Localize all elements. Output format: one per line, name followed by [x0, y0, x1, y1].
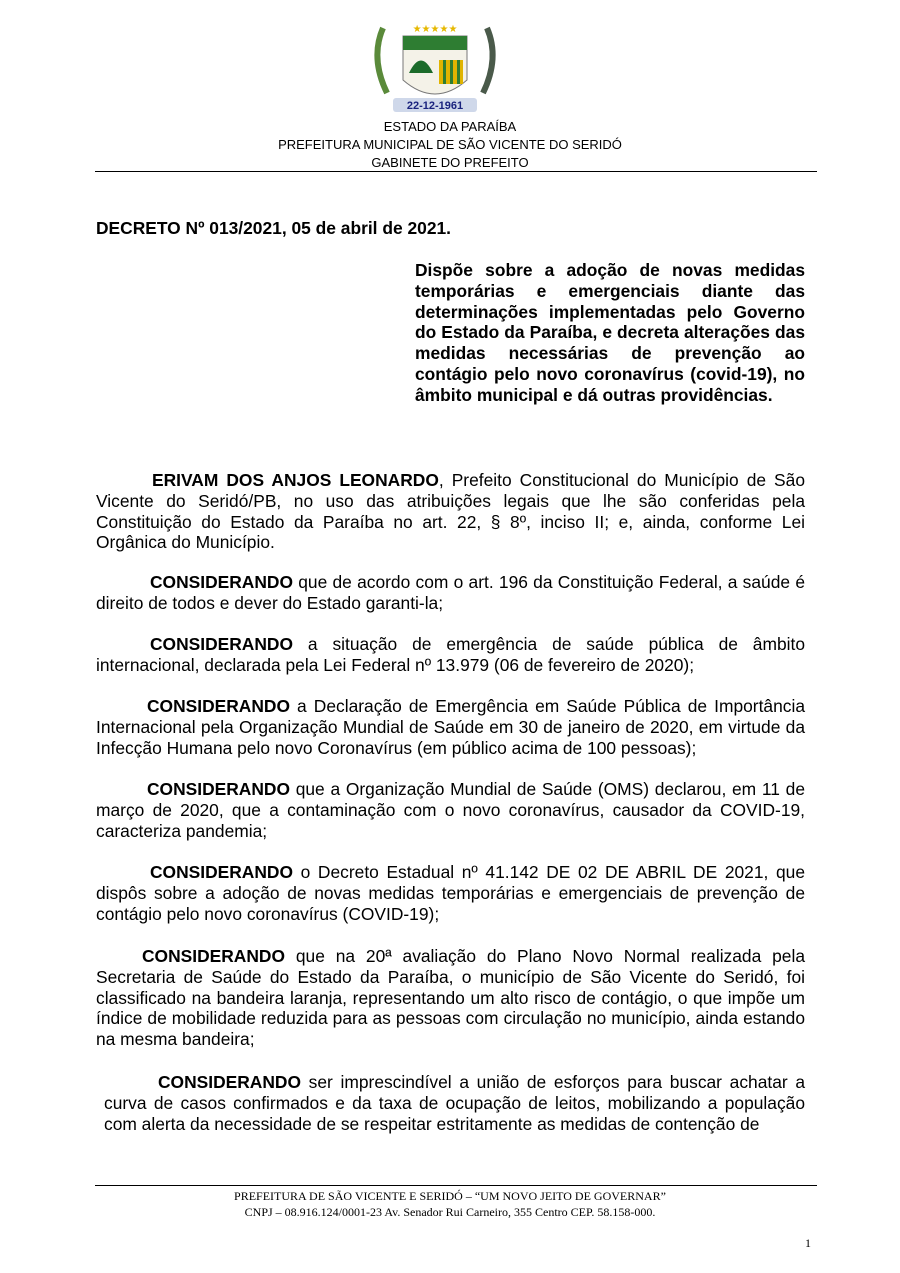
considerando-paragraph: CONSIDERANDO o Decreto Estadual nº 41.142 DE 02 DE ABRIL DE 2021, que dispôs sobre a adoção de novas medidas temporárias e emergenciais de prevenção de contágio pelo novo coronavírus (COVID-19);	[96, 862, 805, 924]
considerando-paragraph: CONSIDERANDO ser imprescindível a união de esforços para buscar achatar a curva de casos confirmados e da taxa de ocupação de leitos, mobilizando a população com alerta da necessidade de se respeitar estritamente as medidas de contenção de	[104, 1072, 805, 1134]
considerando-paragraph: CONSIDERANDO que a Organização Mundial de Saúde (OMS) declarou, em 11 de março de 2020, que a contaminação com o novo coronavírus, causador da COVID-19, caracteriza pandemia;	[96, 779, 805, 841]
page-number: 1	[805, 1236, 811, 1250]
header-office: GABINETE DO PREFEITO	[371, 155, 529, 170]
considerando-paragraph: CONSIDERANDO a Declaração de Emergência em Saúde Pública de Importância Internacional pela Organização Mundial de Saúde em 30 de janeiro de 2020, em virtude da Infecção Humana pelo novo Coronavírus (em público acima de 100 pessoas);	[96, 696, 805, 758]
footer-divider	[95, 1185, 817, 1186]
footer-address: CNPJ – 08.916.124/0001-23 Av. Senador Rui Carneiro, 355 Centro CEP. 58.158-000.	[244, 1205, 656, 1219]
decree-summary: Dispõe sobre a adoção de novas medidas temporárias e emergenciais diante das determinações implementadas pelo Governo do Estado da Paraíba, e decreta alterações das medidas necessárias de prevenção ao contágio pelo novo coronavírus (covid-19), no âmbito municipal e dá outras providências.	[415, 260, 805, 405]
header-divider	[95, 171, 817, 172]
considerando-paragraph: CONSIDERANDO que de acordo com o art. 196 da Constituição Federal, a saúde é direito de todos e dever do Estado garanti-la;	[96, 572, 805, 613]
considerando-paragraph: CONSIDERANDO a situação de emergência de saúde pública de âmbito internacional, declarada pela Lei Federal nº 13.979 (06 de fevereiro de 2020);	[96, 634, 805, 675]
footer-motto: PREFEITURA DE SÃO VICENTE E SERIDÓ – “UM NOVO JEITO DE GOVERNAR”	[234, 1189, 666, 1203]
considerando-paragraph: CONSIDERANDO que na 20ª avaliação do Plano Novo Normal realizada pela Secretaria de Saúde do Estado da Paraíba, o município de São Vicente do Seridó, foi classificado na bandeira laranja, representando um alto risco de contágio, o que impõe um índice de mobilidade reduzida para as pessoas com circulação no município, ainda estando na mesma bandeira;	[96, 946, 805, 1050]
decree-title: DECRETO Nº 013/2021, 05 de abril de 2021.	[96, 218, 451, 238]
svg-text:22-12-1961: 22-12-1961	[406, 100, 464, 112]
header-municipality: PREFEITURA MUNICIPAL DE SÃO VICENTE DO SERIDÓ	[278, 137, 622, 152]
header-state: ESTADO DA PARAÍBA	[383, 119, 517, 134]
municipal-coat-of-arms-logo	[365, 18, 505, 116]
svg-text:★★★★★: ★★★★★	[412, 24, 458, 35]
preamble-paragraph: ERIVAM DOS ANJOS LEONARDO, Prefeito Constitucional do Município de São Vicente do Seridó/PB, no uso das atribuições legais que lhe são conferidas pela Constituição do Estado da Paraíba no art. 22, § 8º, inciso II; e, ainda, conforme Lei Orgânica do Município.	[96, 470, 805, 553]
mayor-name: ERIVAM DOS ANJOS LEONARDO	[152, 470, 439, 490]
